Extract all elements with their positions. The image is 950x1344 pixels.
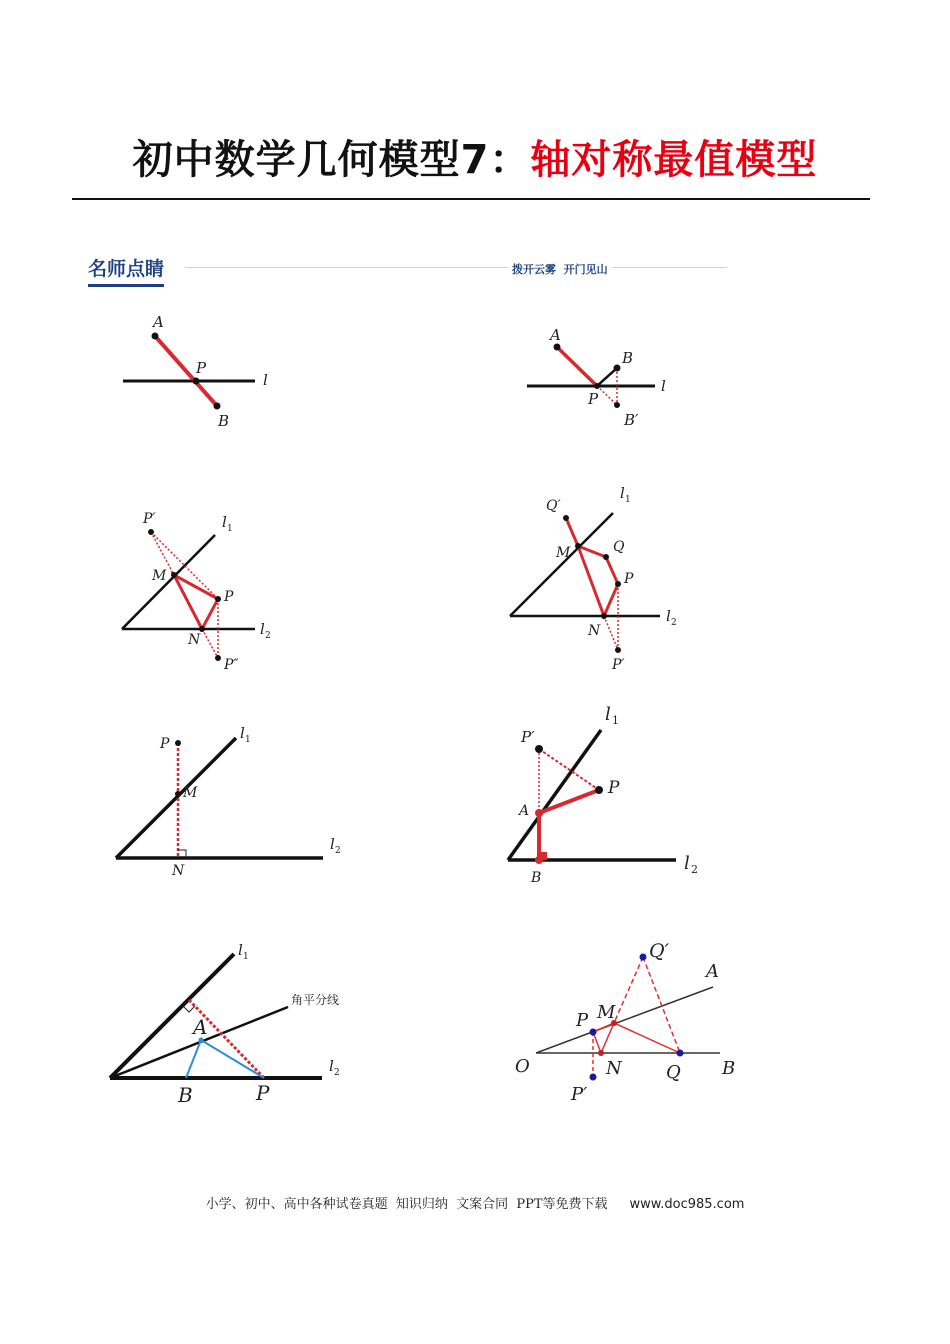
fig1-label-b: B xyxy=(218,412,230,430)
fig4-label-p-prime: P′ xyxy=(612,657,625,673)
fig4-label-l1: l xyxy=(620,484,625,502)
fig5-label-n: N xyxy=(172,863,185,879)
fig6-label-l1-sub: 1 xyxy=(612,714,619,727)
fig4-label-q-prime: Q′ xyxy=(546,498,561,514)
fig7-label-a: A xyxy=(193,1015,208,1039)
fig8-label-o: O xyxy=(515,1056,530,1077)
fig8-label-p: P xyxy=(576,1010,589,1031)
fig2-label-l: l xyxy=(661,377,666,395)
page-footer xyxy=(0,1193,950,1212)
fig6-label-l2-sub: 2 xyxy=(691,863,698,876)
fig5-label-l2: l xyxy=(330,835,335,853)
fig4-label-m: M xyxy=(556,545,571,561)
section-slogan: 拨开云雾 开门见山 xyxy=(508,261,612,277)
fig7-label-l1: l xyxy=(238,941,243,959)
fig8-label-q: Q xyxy=(666,1062,681,1083)
fig8-label-p-prime: P′ xyxy=(571,1084,588,1105)
fig3-label-l1: l xyxy=(222,513,227,531)
fig3-label-m: M xyxy=(152,568,167,584)
figure-3 xyxy=(122,511,271,673)
fig7-label-l1-sub: 1 xyxy=(243,952,249,962)
fig4-label-p: P xyxy=(624,571,634,587)
fig3-label-l1-sub: 1 xyxy=(227,524,233,534)
fig2-label-p: P xyxy=(588,390,599,408)
fig4-label-n: N xyxy=(588,623,601,639)
fig4-label-l1-sub: 1 xyxy=(625,495,631,505)
fig3-label-n: N xyxy=(188,632,201,648)
fig5-label-l2-sub: 2 xyxy=(335,846,341,856)
figure-2 xyxy=(527,326,666,429)
fig3-label-p-prime: P′ xyxy=(143,511,156,527)
fig7-label-l2: l xyxy=(329,1057,334,1075)
fig3-label-p-double-prime: P″ xyxy=(224,657,239,673)
footer-text: 小学、初中、高中各种试卷真题 知识归纳 文案合同 PPT等免费下载 xyxy=(205,1197,608,1212)
fig1-label-p: P xyxy=(196,359,207,377)
fig7-label-p: P xyxy=(256,1081,270,1105)
fig6-label-p: P xyxy=(608,778,620,798)
fig2-label-a: A xyxy=(550,326,561,344)
fig5-label-m: M xyxy=(183,785,198,801)
fig1-label-a: A xyxy=(153,313,164,331)
fig3-label-p: P xyxy=(224,589,234,605)
figure-7 xyxy=(110,941,340,1107)
footer-url[interactable]: www.doc985.com xyxy=(629,1197,745,1212)
fig8-label-n: N xyxy=(606,1058,622,1079)
fig1-label-l: l xyxy=(263,371,268,389)
figure-1 xyxy=(123,313,268,430)
fig3-label-l2-sub: 2 xyxy=(265,631,271,641)
fig5-label-p: P xyxy=(160,736,170,752)
section-heading: 名师点睛 xyxy=(88,254,164,287)
fig4-label-l2: l xyxy=(666,607,671,625)
fig7-label-b: B xyxy=(178,1083,193,1107)
figure-5 xyxy=(116,724,341,879)
fig8-label-a: A xyxy=(706,961,719,982)
fig2-label-b-prime: B′ xyxy=(624,411,639,429)
fig7-label-l2-sub: 2 xyxy=(334,1068,340,1078)
fig4-label-l2-sub: 2 xyxy=(671,618,677,628)
fig6-label-a: A xyxy=(519,803,530,819)
figure-6 xyxy=(508,704,698,886)
figure-8 xyxy=(515,940,735,1105)
fig8-label-b: B xyxy=(722,1058,736,1079)
fig5-label-l1: l xyxy=(240,724,245,742)
fig6-label-l1: l xyxy=(605,704,611,725)
fig2-label-b: B xyxy=(622,349,634,367)
fig8-label-m: M xyxy=(597,1002,616,1023)
figure-4 xyxy=(510,484,677,673)
fig4-label-q: Q xyxy=(613,539,625,555)
fig8-label-q-prime: Q′ xyxy=(649,940,669,962)
fig5-label-l1-sub: 1 xyxy=(245,735,251,745)
title-part-1: 初中数学几何模型7： xyxy=(132,137,531,183)
fig6-label-l2: l xyxy=(684,853,690,874)
fig7-label-bisector: 角平分线 xyxy=(291,993,340,1007)
title-part-2: 轴对称最值模型 xyxy=(530,137,818,183)
fig3-label-l2: l xyxy=(260,620,265,638)
fig6-label-b: B xyxy=(531,870,542,886)
fig6-label-p-prime: P′ xyxy=(521,728,535,746)
